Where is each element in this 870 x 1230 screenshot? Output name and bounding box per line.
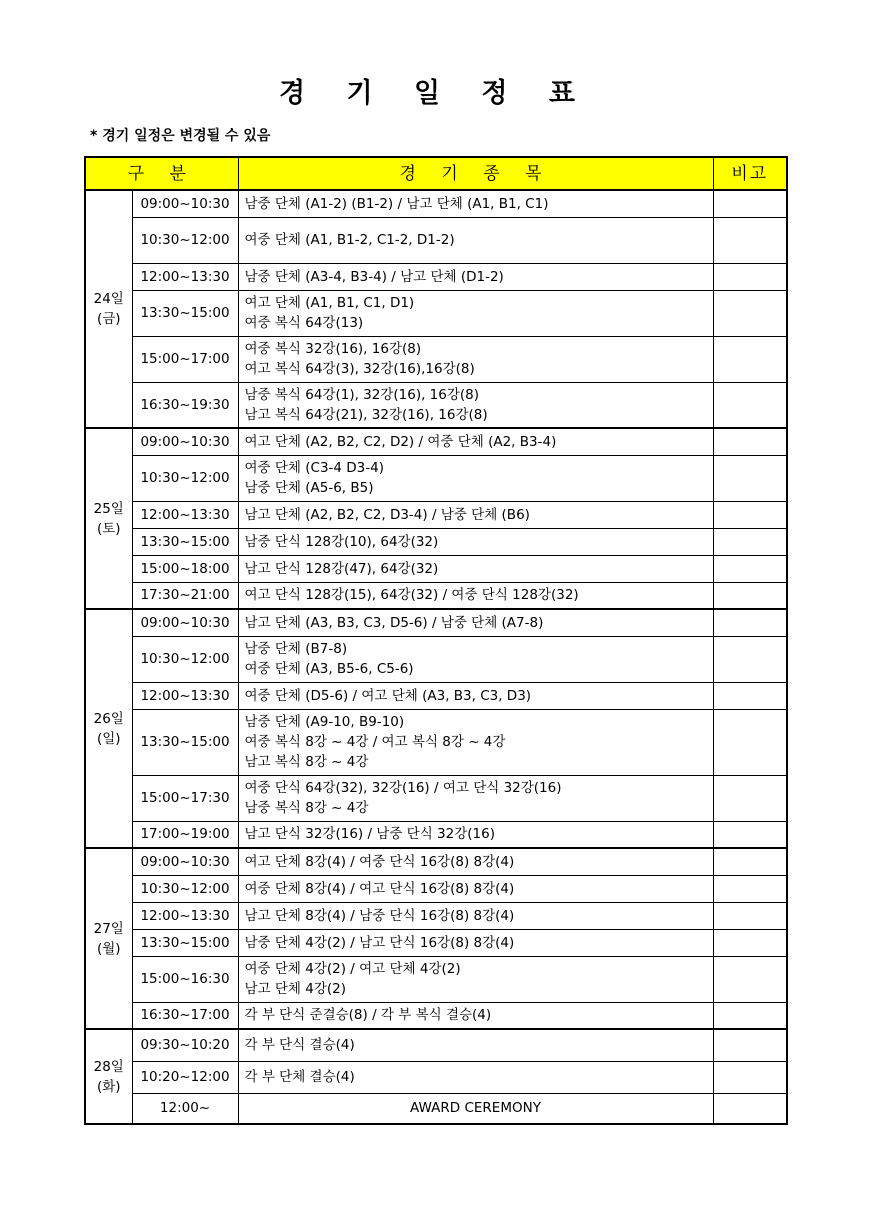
remark-cell	[713, 1002, 787, 1029]
time-cell: 10:30~12:00	[132, 455, 238, 501]
day-label: 24일	[93, 291, 124, 307]
event-cell	[238, 336, 713, 382]
schedule-row	[85, 848, 787, 875]
event-cell	[238, 382, 713, 428]
schedule-row	[85, 428, 787, 455]
remark-cell	[713, 336, 787, 382]
schedule-row	[85, 821, 787, 848]
remark-cell	[713, 555, 787, 582]
event-cell	[238, 636, 713, 682]
remark-cell	[713, 609, 787, 636]
remark-cell	[713, 682, 787, 709]
event-line: 여중 단체 (A3, B5-6, C5-6)	[244, 661, 414, 677]
event-line: 여중 복식 32강(16), 16강(8)	[244, 341, 422, 357]
event-line: 남고 단식 128강(47), 64강(32)	[244, 560, 439, 577]
event-line: 남중 단체 (A5-6, B5)	[244, 480, 374, 496]
event-cell	[238, 929, 713, 956]
remark-cell	[713, 1029, 787, 1061]
schedule-row	[85, 582, 787, 609]
day-weekday: (토)	[96, 520, 121, 537]
day-label: 25일	[93, 500, 124, 517]
remark-cell	[713, 929, 787, 956]
event-line: 여중 단체 4강(2) / 여고 단체 4강(2)	[244, 961, 461, 977]
time-cell: 12:00~	[132, 1093, 238, 1124]
schedule-row	[85, 528, 787, 555]
remark-cell	[713, 382, 787, 428]
event-cell	[238, 455, 713, 501]
event-cell	[238, 1029, 713, 1061]
schedule-row	[85, 382, 787, 428]
time-cell: 16:30~19:30	[132, 382, 238, 428]
event-line: 남중 복식 8강 ~ 4강	[244, 800, 369, 816]
header-event: 경 기 종 목	[238, 157, 713, 190]
header-remark: 비고	[713, 157, 787, 190]
event-cell	[238, 1002, 713, 1029]
event-line: 남중 단체 (A3-4, B3-4) / 남고 단체 (D1-2)	[244, 268, 504, 285]
event-line: 남고 단체 (A3, B3, C3, D5-6) / 남중 단체 (A7-8)	[244, 614, 544, 631]
time-cell: 10:30~12:00	[132, 875, 238, 902]
event-cell	[238, 821, 713, 848]
schedule-row	[85, 875, 787, 902]
schedule-row	[85, 902, 787, 929]
schedule-body	[85, 190, 787, 1124]
event-cell	[238, 528, 713, 555]
time-cell: 13:30~15:00	[132, 929, 238, 956]
schedule-change-note: * 경기 일정은 변경될 수 있음	[90, 128, 271, 144]
time-cell: 13:30~15:00	[132, 290, 238, 336]
remark-cell	[713, 875, 787, 902]
event-line: 남고 단체 (A2, B2, C2, D3-4) / 남중 단체 (B6)	[244, 506, 530, 523]
remark-cell	[713, 190, 787, 217]
event-line: 여중 복식 8강 ~ 4강 / 여고 복식 8강 ~ 4강	[244, 734, 506, 750]
day-label: 27일	[93, 920, 124, 937]
schedule-row	[85, 709, 787, 775]
remark-cell	[713, 455, 787, 501]
schedule-row	[85, 775, 787, 821]
remark-cell	[713, 636, 787, 682]
event-cell	[238, 875, 713, 902]
remark-cell	[713, 428, 787, 455]
schedule-row	[85, 609, 787, 636]
schedule-row	[85, 190, 787, 217]
schedule-row	[85, 956, 787, 1002]
remark-cell	[713, 821, 787, 848]
schedule-row	[85, 1002, 787, 1029]
day-cell	[85, 190, 132, 428]
header-category: 구 분	[85, 157, 238, 190]
event-line: 각 부 단식 준결승(8) / 각 부 복식 결승(4)	[244, 1007, 492, 1024]
time-cell: 15:00~17:30	[132, 775, 238, 821]
event-line: 여중 복식 64강(13)	[244, 315, 364, 331]
event-cell	[238, 263, 713, 290]
schedule-row	[85, 455, 787, 501]
schedule-row	[85, 217, 787, 263]
event-cell	[238, 775, 713, 821]
time-cell: 15:00~16:30	[132, 956, 238, 1002]
remark-cell	[713, 709, 787, 775]
event-line: 남중 단체 (A1-2) (B1-2) / 남고 단체 (A1, B1, C1)	[244, 195, 549, 212]
event-line: 남고 단체 8강(4) / 남중 단식 16강(8) 8강(4)	[244, 907, 515, 924]
remark-cell	[713, 528, 787, 555]
time-cell: 17:30~21:00	[132, 582, 238, 609]
schedule-table	[84, 156, 788, 1125]
time-cell: 15:00~18:00	[132, 555, 238, 582]
remark-cell	[713, 290, 787, 336]
remark-cell	[713, 217, 787, 263]
schedule-row	[85, 501, 787, 528]
remark-cell	[713, 902, 787, 929]
event-cell	[238, 290, 713, 336]
day-label: 28일	[93, 1058, 124, 1075]
event-line: 남중 단체 (B7-8)	[244, 641, 348, 657]
time-cell: 12:00~13:30	[132, 682, 238, 709]
table-header-row	[85, 157, 787, 190]
event-cell	[238, 848, 713, 875]
event-cell	[238, 902, 713, 929]
day-cell	[85, 609, 132, 848]
event-line: 남중 단체 4강(2) / 남고 단식 16강(8) 8강(4)	[244, 934, 515, 951]
day-weekday: (월)	[96, 940, 121, 957]
day-cell	[85, 1029, 132, 1124]
schedule-row	[85, 682, 787, 709]
time-cell: 09:00~10:30	[132, 609, 238, 636]
schedule-row	[85, 1029, 787, 1061]
time-cell: 13:30~15:00	[132, 528, 238, 555]
time-cell: 15:00~17:00	[132, 336, 238, 382]
event-line: 여중 단체 (A1, B1-2, C1-2, D1-2)	[244, 232, 455, 248]
event-cell	[238, 609, 713, 636]
time-cell: 12:00~13:30	[132, 501, 238, 528]
time-cell: 12:00~13:30	[132, 902, 238, 929]
event-line: 남중 단식 128강(10), 64강(32)	[244, 533, 439, 550]
event-line: 남고 단식 32강(16) / 남중 단식 32강(16)	[244, 826, 495, 843]
event-cell	[238, 956, 713, 1002]
schedule-row	[85, 336, 787, 382]
day-label: 26일	[93, 710, 124, 727]
schedule-row	[85, 290, 787, 336]
day-weekday: (금)	[96, 311, 121, 327]
time-cell: 09:00~10:30	[132, 190, 238, 217]
event-line: 여중 단체 8강(4) / 여고 단식 16강(8) 8강(4)	[244, 880, 515, 897]
schedule-row	[85, 1061, 787, 1093]
event-line: 남고 복식 8강 ~ 4강	[244, 754, 369, 770]
event-line: 각 부 단식 결승(4)	[244, 1037, 355, 1054]
event-cell	[238, 501, 713, 528]
time-cell: 10:30~12:00	[132, 636, 238, 682]
day-cell	[85, 848, 132, 1029]
schedule-row	[85, 263, 787, 290]
remark-cell	[713, 1061, 787, 1093]
event-cell	[238, 217, 713, 263]
event-cell	[238, 709, 713, 775]
event-line: 여고 단체 (A2, B2, C2, D2) / 여중 단체 (A2, B3-4)	[244, 433, 557, 450]
event-cell	[238, 1061, 713, 1093]
schedule-row	[85, 929, 787, 956]
event-line: 여고 복식 64강(3), 32강(16),16강(8)	[244, 361, 475, 377]
event-cell	[238, 190, 713, 217]
remark-cell	[713, 775, 787, 821]
day-weekday: (화)	[96, 1078, 121, 1095]
remark-cell	[713, 501, 787, 528]
schedule-row	[85, 555, 787, 582]
remark-cell	[713, 263, 787, 290]
time-cell: 09:00~10:30	[132, 428, 238, 455]
remark-cell	[713, 956, 787, 1002]
page-title: 경 기 일 정 표	[278, 78, 591, 109]
event-line: 남고 복식 64강(21), 32강(16), 16강(8)	[244, 406, 488, 423]
time-cell: 17:00~19:00	[132, 821, 238, 848]
remark-cell	[713, 582, 787, 609]
event-cell	[238, 682, 713, 709]
day-cell	[85, 428, 132, 609]
event-line: AWARD CEREMONY	[410, 1100, 541, 1117]
event-line: 여중 단체 (C3-4 D3-4)	[244, 460, 384, 476]
event-line: 여중 단식 64강(32), 32강(16) / 여고 단식 32강(16)	[244, 780, 562, 796]
day-weekday: (일)	[96, 730, 121, 747]
time-cell: 13:30~15:00	[132, 709, 238, 775]
event-line: 각 부 단체 결승(4)	[244, 1069, 355, 1085]
event-line: 남중 복식 64강(1), 32강(16), 16강(8)	[244, 386, 480, 403]
event-line: 여고 단체 8강(4) / 여중 단식 16강(8) 8강(4)	[244, 853, 515, 870]
time-cell: 10:30~12:00	[132, 217, 238, 263]
event-cell	[238, 582, 713, 609]
event-line: 여고 단식 128강(15), 64강(32) / 여중 단식 128강(32)	[244, 587, 579, 604]
time-cell: 16:30~17:00	[132, 1002, 238, 1029]
remark-cell	[713, 848, 787, 875]
event-cell	[238, 428, 713, 455]
event-line: 남중 단체 (A9-10, B9-10)	[244, 714, 405, 730]
event-line: 여중 단체 (D5-6) / 여고 단체 (A3, B3, C3, D3)	[244, 687, 532, 704]
event-cell	[238, 555, 713, 582]
time-cell: 12:00~13:30	[132, 263, 238, 290]
event-line: 남고 단체 4강(2)	[244, 981, 346, 997]
remark-cell	[713, 1093, 787, 1124]
schedule-row	[85, 1093, 787, 1124]
event-line: 여고 단체 (A1, B1, C1, D1)	[244, 295, 415, 311]
time-cell: 09:30~10:20	[132, 1029, 238, 1061]
event-cell	[238, 1093, 713, 1124]
time-cell: 10:20~12:00	[132, 1061, 238, 1093]
time-cell: 09:00~10:30	[132, 848, 238, 875]
schedule-row	[85, 636, 787, 682]
